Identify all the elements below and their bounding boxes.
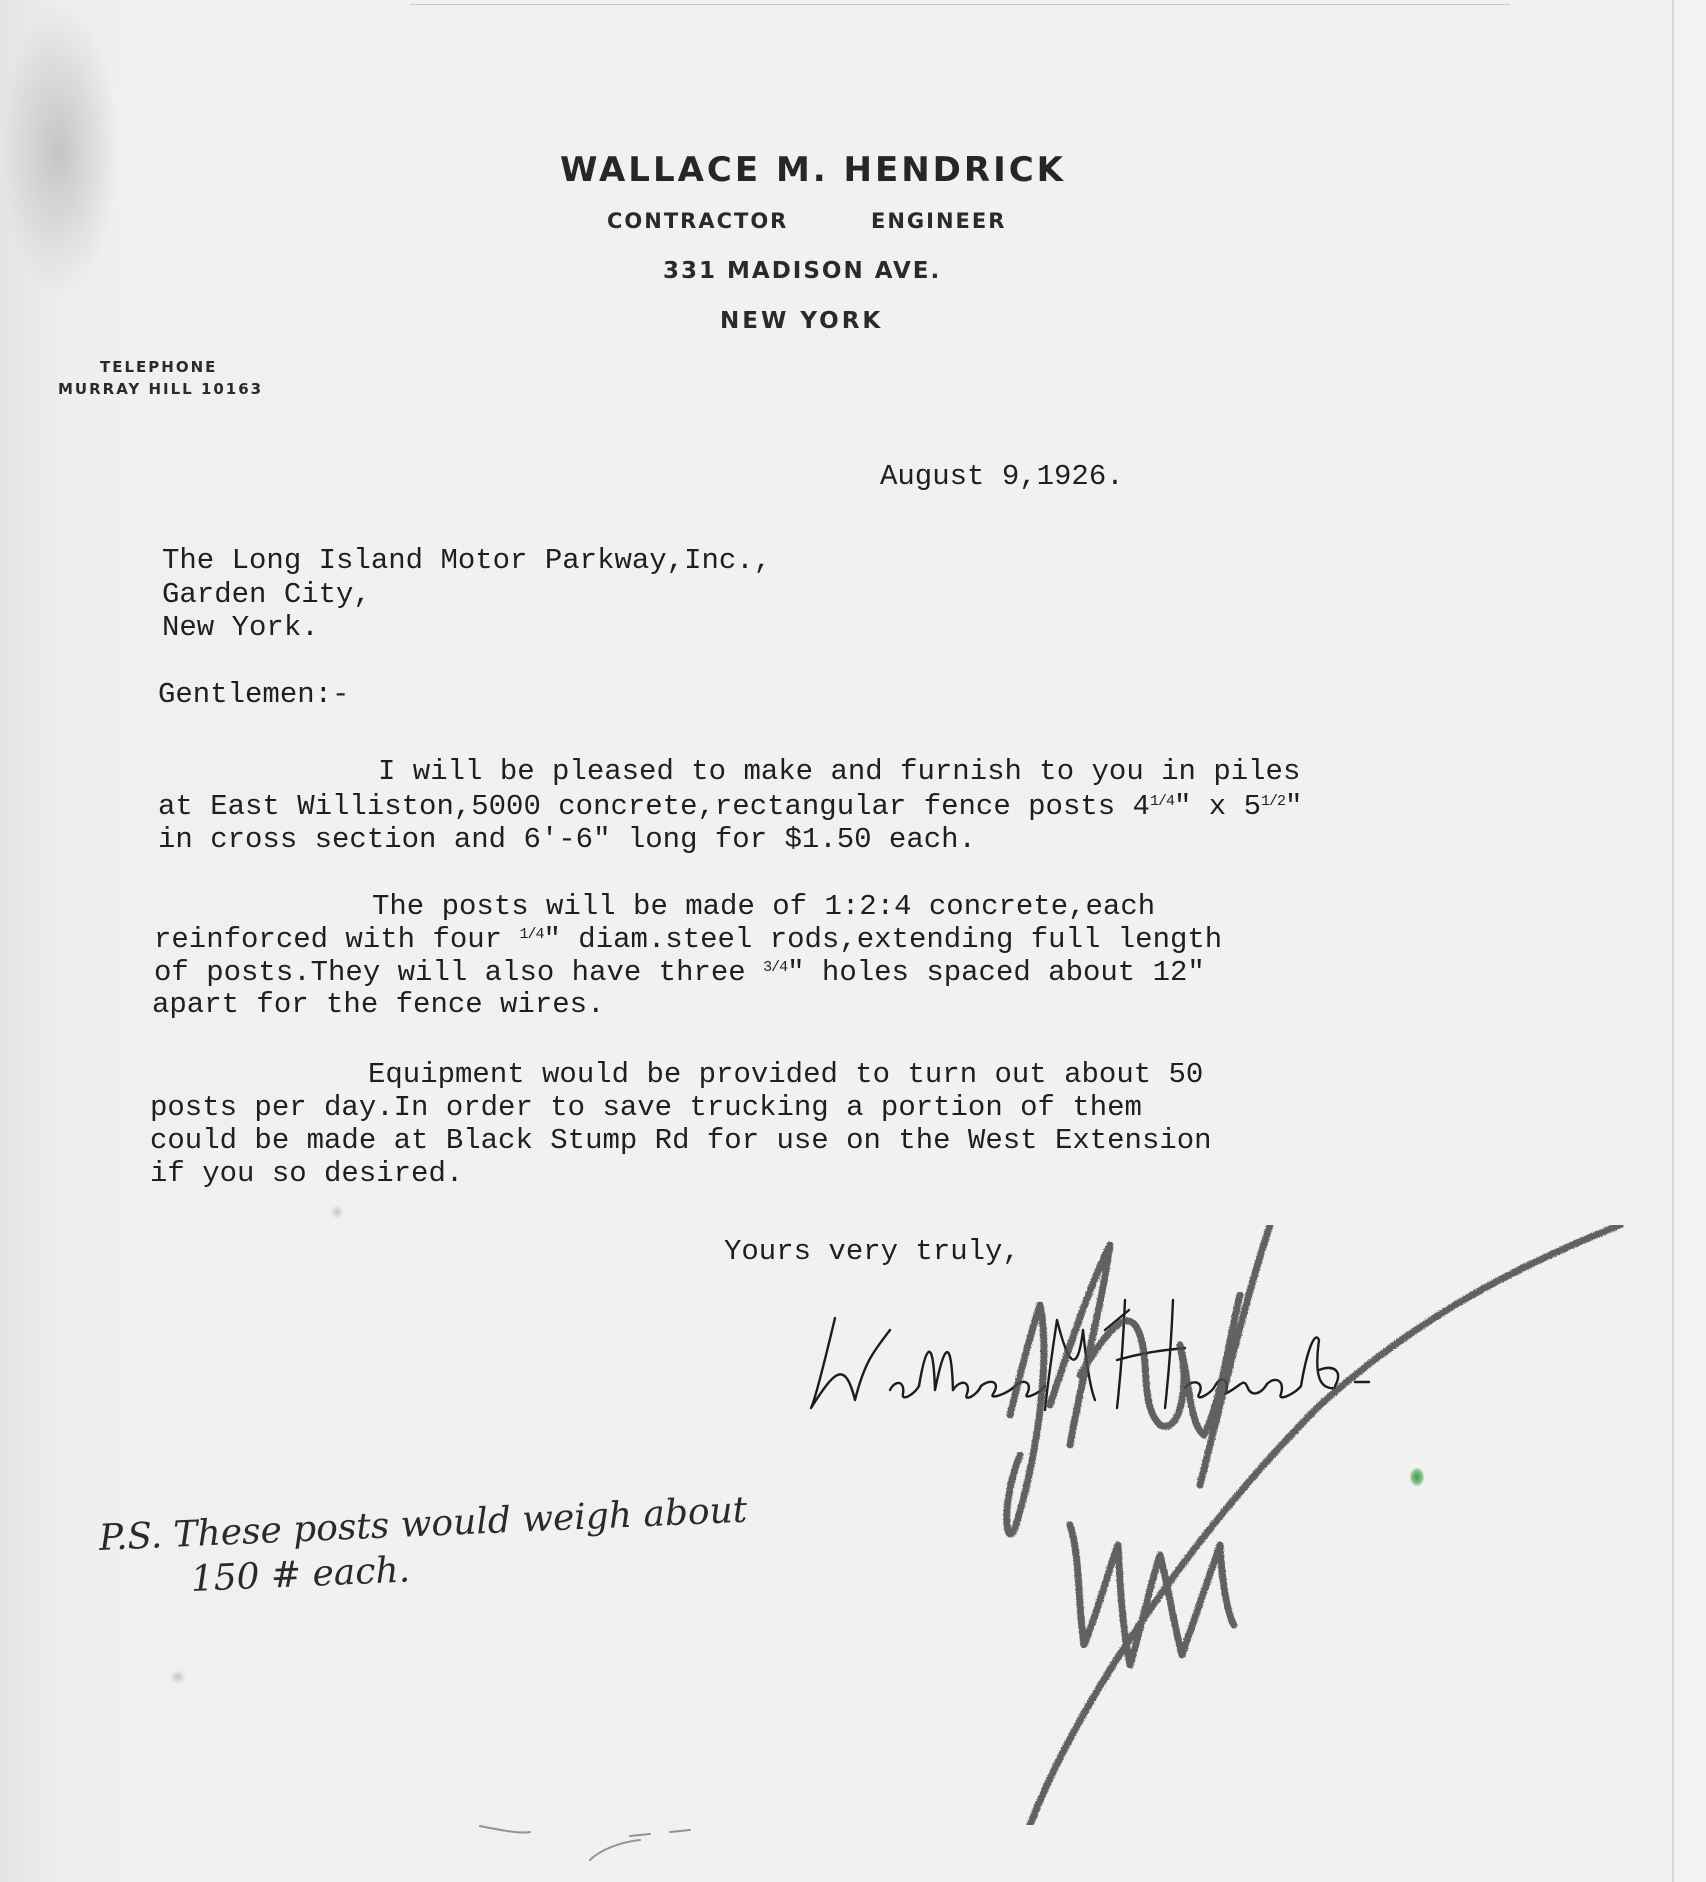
text-run: ": [1285, 790, 1303, 823]
paragraph-line: in cross section and 6'-6" long for $1.50 each.: [158, 823, 976, 856]
fraction: 1/4: [519, 926, 544, 943]
text-run: " x 5: [1173, 790, 1261, 823]
letterhead-role-contractor: CONTRACTOR: [607, 209, 789, 233]
paragraph-line: posts per day.In order to save trucking a portion of them: [150, 1091, 1142, 1124]
text-run: reinforced with four: [154, 923, 520, 956]
pencil-initials-mark: [960, 1225, 1640, 1825]
scan-edge-line: [410, 4, 1510, 5]
paragraph-line: Equipment would be provided to turn out about 50: [368, 1058, 1204, 1091]
green-ink-dot: [1410, 1468, 1424, 1486]
fraction: 1/4: [1149, 793, 1174, 810]
letterhead-city: NEW YORK: [720, 308, 884, 334]
text-run: at East Williston,5000 concrete,rectangular fence posts 4: [158, 790, 1150, 823]
postscript-line: 150 # each.: [189, 1549, 411, 1600]
paragraph-line: [154, 958, 1205, 987]
paragraph-line: [158, 792, 1302, 821]
recipient-line: The Long Island Motor Parkway,Inc.,: [162, 544, 772, 577]
paragraph-line: I will be pleased to make and furnish to you in piles: [378, 755, 1301, 788]
handwritten-postscript: [98, 1483, 862, 1626]
salutation: Gentlemen:-: [158, 678, 350, 711]
telephone-number: MURRAY HILL 10163: [58, 380, 264, 398]
recipient-line: New York.: [162, 611, 319, 644]
scan-shadow: [0, 0, 120, 300]
telephone-label: TELEPHONE: [100, 358, 218, 376]
fraction: 3/4: [763, 959, 788, 976]
recipient-line: Garden City,: [162, 578, 371, 611]
paragraph-line: if you so desired.: [150, 1157, 464, 1190]
paragraph-line: The posts will be made of 1:2:4 concrete,each: [372, 890, 1156, 923]
scan-speck: [330, 1205, 344, 1219]
paragraph-line: [154, 925, 1222, 954]
text-run: " diam.steel rods,extending full length: [543, 923, 1223, 956]
closing: Yours very truly,: [724, 1235, 1020, 1268]
scan-speck: [170, 1670, 186, 1684]
text-run: " holes spaced about 12": [787, 956, 1205, 989]
fraction: 1/2: [1261, 793, 1286, 810]
letterhead-name: WALLACE M. HENDRICK: [560, 150, 1067, 190]
letter-date: August 9,1926.: [880, 460, 1124, 493]
postscript-line: P.S. These posts would weigh about: [98, 1489, 749, 1559]
letterhead-role-engineer: ENGINEER: [871, 209, 1007, 233]
letterhead-address: 331 MADISON AVE.: [663, 258, 942, 284]
paragraph-line: apart for the fence wires.: [152, 988, 605, 1021]
faint-scribble: [470, 1810, 770, 1870]
paragraph-line: could be made at Black Stump Rd for use on the West Extension: [150, 1124, 1212, 1157]
text-run: of posts.They will also have three: [154, 956, 764, 989]
